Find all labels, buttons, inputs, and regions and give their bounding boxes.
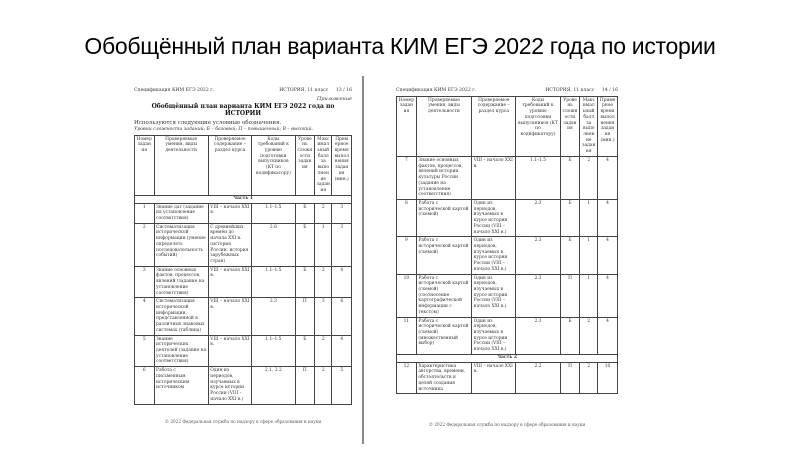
cell-content: VIII – начало XXI в. (208, 203, 251, 223)
table-row (397, 274, 618, 317)
cell-level: П (295, 298, 315, 335)
cell-level: П (560, 362, 580, 394)
cell-content: VIII – начало XXI в. (472, 156, 516, 199)
part-label: Часть 2 (397, 354, 618, 362)
table-row (135, 298, 352, 335)
cell-time: 6 (332, 298, 352, 335)
table-row (397, 362, 618, 394)
table-row (135, 203, 352, 223)
cell-skill: Работа с письменным историческим источником (154, 367, 208, 404)
cell-num: 6 (135, 367, 155, 404)
cell-num: 12 (397, 362, 417, 394)
appendix-label: Приложение (316, 95, 352, 102)
cell-content: Один из периодов, изучаемых в курсе истории России (VIII – начало XXI в.) (472, 317, 516, 354)
cell-time: 4 (598, 317, 618, 354)
cell-max: 2 (315, 367, 332, 404)
cell-content: Один из периодов, изучаемых в курсе истории России (VIII – начало XXI в.) (472, 274, 516, 317)
spec-label: Спецификация КИМ ЕГЭ 2022 г. (134, 88, 215, 93)
cell-content: VIII – начало XXI в. (208, 335, 251, 367)
cell-max: 1 (580, 237, 598, 274)
cell-codes: 2.6 (252, 223, 295, 266)
table-row (397, 237, 618, 274)
page-divider (362, 76, 364, 444)
cell-time: 10 (598, 362, 618, 394)
table-header-row (135, 135, 352, 195)
spec-label: Спецификация КИМ ЕГЭ 2022 г. (396, 88, 477, 93)
table-row (135, 266, 352, 298)
part-row (135, 195, 352, 203)
cell-time: 3 (332, 223, 352, 266)
cell-content: VIII – начало XXI в. (208, 266, 251, 298)
slide-title: Обобщённый план варианта КИМ ЕГЭ 2022 года по истории (84, 33, 716, 59)
cell-skill: Систематизация исторической информации (умение определять последовательность событий) (154, 223, 208, 266)
cell-skill: Знание дат (задание на установление соответствия) (154, 203, 208, 223)
cell-num: 9 (397, 237, 417, 274)
cell-max: 2 (580, 317, 598, 354)
cell-time: 4 (598, 156, 618, 199)
cell-skill: Работа с исторической картой (схемой) (множественный выбор) (416, 317, 471, 354)
cell-codes: 1.1–1.5 (252, 335, 295, 367)
cell-max: 2 (315, 266, 332, 298)
legend-intro: Используются следующие условные обозначения. (134, 119, 282, 126)
cell-max: 1 (580, 199, 598, 236)
cell-time: 4 (332, 335, 352, 367)
cell-level: Б (560, 156, 580, 199)
cell-time: 4 (598, 199, 618, 236)
col-header: Максимальный балл за выполнение задания (315, 135, 332, 195)
table-row (135, 335, 352, 367)
table-row (397, 156, 618, 199)
col-header: Номер задания (135, 135, 155, 195)
col-header: Номер задания (397, 96, 417, 156)
cell-num: 11 (397, 317, 417, 354)
cell-content: С древнейших времён до начала XXI в. (история России, история зарубежных стран) (208, 223, 251, 266)
page-footer: © 2022 Федеральная служба по надзору в сфере образования и науки (164, 419, 322, 424)
subject-label: ИСТОРИЯ, 11 класс (545, 88, 595, 93)
cell-max: 2 (315, 203, 332, 223)
part-row (397, 354, 618, 362)
cell-num: 3 (135, 266, 155, 298)
running-header (134, 88, 352, 94)
col-header: Проверяемые умения, виды деятельности (154, 135, 208, 195)
cell-time: 4 (598, 237, 618, 274)
cell-max: 2 (315, 335, 332, 367)
col-header: Коды требований к уровню подготовки выпускников (КТ по кодификатору) (252, 135, 295, 195)
cell-level: Б (295, 203, 315, 223)
document-page-left (134, 88, 352, 405)
cell-level: Б (295, 335, 315, 367)
cell-skill: Работа с исторической картой (схемой) (416, 237, 471, 274)
plan-table (134, 135, 352, 405)
cell-skill: Знание основных фактов, процессов, явлений истории культуры России (задание на установление соответствия) (416, 156, 471, 199)
cell-num: 2 (135, 223, 155, 266)
cell-codes: 1.1–1.5 (252, 203, 295, 223)
col-header: Примерное время выполнения задания (мин.) (332, 135, 352, 195)
cell-num: 10 (397, 274, 417, 317)
cell-time: 4 (332, 266, 352, 298)
cell-skill: Характеристика авторства, времени, обстоятельств и целей создания источника (416, 362, 471, 394)
cell-level: Б (295, 223, 315, 266)
cell-level: Б (560, 237, 580, 274)
col-header: Проверяемое содержание – раздел курса (208, 135, 251, 195)
cell-codes: 2.1, 2.2 (252, 367, 295, 404)
page-footer: © 2022 Федеральная служба по надзору в сфере образования и науки (428, 422, 586, 427)
cell-time: 4 (598, 274, 618, 317)
table-row (135, 223, 352, 266)
cell-time: 3 (332, 203, 352, 223)
col-header: Примерное время выполнения задания (мин.) (598, 96, 618, 156)
col-header: Проверяемое содержание – раздел курса (472, 96, 516, 156)
cell-codes: 1.1–1.5 (252, 266, 295, 298)
table-row (397, 199, 618, 236)
document-title: Обобщённый план варианта КИМ ЕГЭ 2022 года по ИСТОРИИ (151, 102, 335, 118)
cell-codes: 2.3 (516, 199, 560, 236)
cell-skill: Систематизация исторической информации, представленной в различных знаковых системах (таблица) (154, 298, 208, 335)
cell-codes: 2.3 (516, 317, 560, 354)
page-number: 14 / 16 (601, 88, 618, 93)
document-page-right (396, 88, 618, 394)
cell-num: 5 (135, 335, 155, 367)
running-header (396, 88, 618, 94)
col-header: Уровень сложности задания (560, 96, 580, 156)
cell-content: Один из периодов, изучаемых в курсе истории России (VIII – начало XXI в.) (208, 367, 251, 404)
table-header-row (397, 96, 618, 156)
cell-codes: 2.2 (516, 362, 560, 394)
cell-content: VIII – начало XXI в. (208, 298, 251, 335)
cell-content: Один из периодов, изучаемых в курсе истории России (VIII – начало XXI в.) (472, 237, 516, 274)
cell-num: 8 (397, 199, 417, 236)
col-header: Коды требований к уровню подготовки выпускников (КТ по кодификатору) (516, 96, 560, 156)
cell-codes: 2.3 (252, 298, 295, 335)
subject-label: ИСТОРИЯ, 11 класс (279, 88, 329, 93)
table-row (397, 317, 618, 354)
cell-max: 1 (580, 274, 598, 317)
cell-codes: 2.3 (516, 237, 560, 274)
cell-codes: 2.3 (516, 274, 560, 317)
cell-level: П (295, 367, 315, 404)
cell-content: VIII – начало XXI в. (472, 362, 516, 394)
cell-level: Б (560, 199, 580, 236)
cell-level: П (560, 274, 580, 317)
cell-num: 7 (397, 156, 417, 199)
cell-skill: Работа с исторической картой (схемой) (416, 199, 471, 236)
cell-content: Один из периодов, изучаемых в курсе истории России (VIII – начало XXI в.) (472, 199, 516, 236)
cell-max: 2 (580, 156, 598, 199)
cell-skill: Работа с исторической картой (схемой) (соотнесение картографической информации с текстом) (416, 274, 471, 317)
cell-max: 3 (315, 298, 332, 335)
legend-levels: Уровни сложности заданий: Б – базовый; П – повышенный; В – высокий. (134, 126, 314, 132)
cell-level: Б (295, 266, 315, 298)
table-row (135, 367, 352, 404)
cell-max: 1 (315, 223, 332, 266)
cell-max: 2 (580, 362, 598, 394)
cell-skill: Знание исторических деятелей (задание на установление соответствия) (154, 335, 208, 367)
cell-level: Б (560, 317, 580, 354)
cell-codes: 1.1–1.5 (516, 156, 560, 199)
cell-num: 1 (135, 203, 155, 223)
col-header: Проверяемые умения, виды деятельности (416, 96, 471, 156)
part-label: Часть 1 (135, 195, 352, 203)
page-number: 13 / 16 (335, 88, 352, 93)
cell-num: 4 (135, 298, 155, 335)
cell-time: 5 (332, 367, 352, 404)
col-header: Уровень сложности задания (295, 135, 315, 195)
cell-skill: Знание основных фактов, процессов, явлений (задание на установление соответствия) (154, 266, 208, 298)
plan-table (396, 96, 618, 395)
col-header: Максимальный балл за выполнение задания (580, 96, 598, 156)
